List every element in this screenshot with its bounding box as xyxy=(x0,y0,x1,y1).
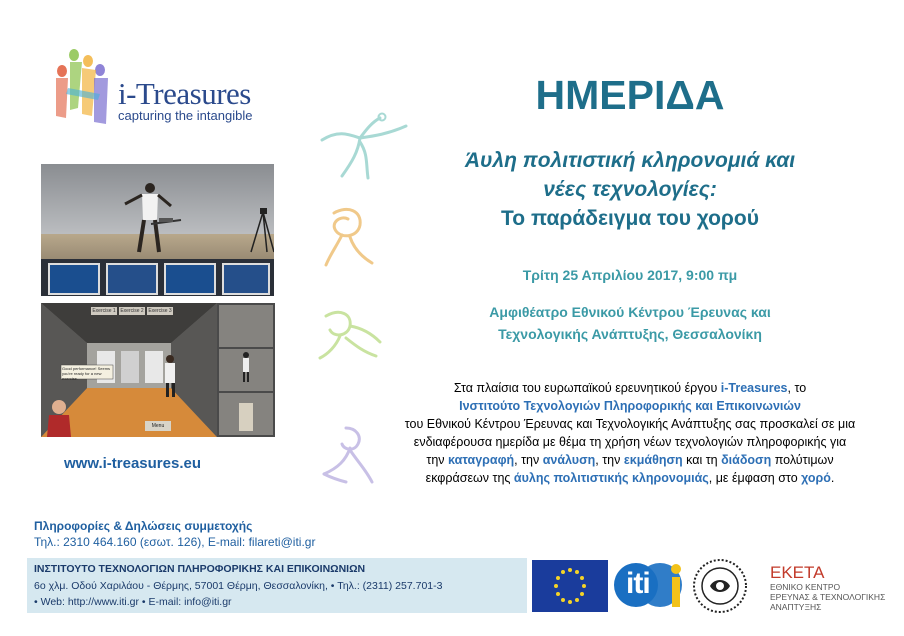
desc-text-1: Στα πλαίσια του ευρωπαϊκού ερευνητικού έργου xyxy=(453,381,721,395)
desc-text-5: , την xyxy=(595,453,624,467)
institute-box-web[interactable]: • Web: http://www.iti.gr • E-mail: info@iti.gr xyxy=(34,596,232,608)
subtitle-line-3: Το παράδειγμα του χορού xyxy=(501,207,759,230)
iti-logo-text: iti xyxy=(626,567,650,600)
venue-line-1: Αμφιθέατρο Εθνικού Κέντρου Έρευνας και xyxy=(489,304,771,320)
game-tab-1[interactable]: Exercise 1 xyxy=(92,308,116,314)
seal-emblem-icon xyxy=(690,558,750,614)
i-treasures-logo xyxy=(48,48,118,126)
logo-tagline: capturing the intangible xyxy=(118,108,253,123)
event-date: Τρίτη 25 Απριλίου 2017, 9:00 πμ xyxy=(522,267,738,283)
motion-capture-photo xyxy=(41,164,274,296)
eketa-line-2: ΕΡΕΥΝΑΣ & ΤΕΧΝΟΛΟΓΙΚΗΣ xyxy=(770,592,886,602)
desc-text-3: του Εθνικού Κέντρου Έρευνας και Τεχνολογικής Ανάπτυξης σας προσκαλεί σε μια ενδιαφέρουσα ημερίδα με θέμα τη χρήση νέων τεχνολογιών πληροφορικής για την xyxy=(404,417,856,467)
iti-logo xyxy=(614,559,684,611)
institute-box-name: ΙΝΣΤΙΤΟΥΤΟ ΤΕΧΝΟΛΟΓΙΩΝ ΠΛΗΡΟΦΟΡΙΚΗΣ ΚΑΙ ΕΠΙΚΟΙΝΩΝΙΩΝ xyxy=(34,563,366,575)
figures-logo-icon xyxy=(48,48,118,126)
eketa-logo-name: ΕΚΕΤΑ xyxy=(770,563,825,582)
event-description xyxy=(404,379,856,487)
event-title: ΗΜΕΡΙΔΑ xyxy=(535,72,725,118)
institute-box-address: 6ο χλμ. Οδού Χαριλάου - Θέρμης, 57001 Θέρμη, Θεσσαλονίκη, • Τηλ.: (2311) 257.701-3 xyxy=(34,580,443,592)
game-tab-3[interactable]: Exercise 3 xyxy=(148,308,172,314)
dancer-sketch-2-icon xyxy=(322,205,376,267)
game-screenshot xyxy=(41,303,275,437)
desc-text-4: , την xyxy=(514,453,543,467)
game-dialog: Good performance! Seems you're ready for a new exercise. xyxy=(62,366,111,381)
desc-text-8: , με έμφαση στο xyxy=(708,471,802,485)
keyword-analysis: ανάλυση xyxy=(542,453,596,467)
contact-title: Πληροφορίες & Δηλώσεις συμμετοχής xyxy=(34,519,253,533)
event-venue xyxy=(400,301,860,345)
dancer-sketch-3-icon xyxy=(316,306,386,362)
eketa-line-3: ΑΝΑΠΤΥΞΗΣ xyxy=(770,602,822,612)
studio-image xyxy=(41,164,274,296)
institute-name: Ινστιτούτο Τεχνολογιών Πληροφορικής και Επικοινωνιών xyxy=(459,399,801,413)
eketa-line-1: ΕΘΝΙΚΟ ΚΕΝΤΡΟ xyxy=(770,582,841,592)
event-subtitle xyxy=(400,146,860,233)
desc-text-9: . xyxy=(830,471,835,485)
dancer-sketch-4-icon xyxy=(316,424,376,486)
game-menu-button[interactable]: Menu xyxy=(145,421,171,431)
subtitle-line-2: νέες τεχνολογίες: xyxy=(543,178,717,201)
desc-text-6: και τη xyxy=(682,453,722,467)
project-name: i-Treasures xyxy=(720,381,788,395)
keyword-learning: εκμάθηση xyxy=(623,453,683,467)
venue-line-2: Τεχνολογικής Ανάπτυξης, Θεσσαλονίκη xyxy=(498,326,762,342)
eu-flag-icon xyxy=(532,560,608,612)
website-link[interactable]: www.i-treasures.eu xyxy=(64,455,201,472)
subtitle-line-1: Άυλη πολιτιστική κληρονομιά και xyxy=(464,149,796,172)
contact-line[interactable]: Τηλ.: 2310 464.160 (εσωτ. 126), E-mail: filareti@iti.gr xyxy=(34,535,316,549)
keyword-dance: χορό xyxy=(801,471,831,485)
keyword-recording: καταγραφή xyxy=(448,453,515,467)
keyword-dissemination: διάδοση xyxy=(721,453,772,467)
desc-text-7: πολύτιμων εκφράσεων της xyxy=(425,453,834,485)
logo-name: i-Treasures xyxy=(118,76,251,111)
game-tab-2[interactable]: Exercise 2 xyxy=(120,308,144,314)
keyword-heritage: άυλης πολιτιστικής κληρονομιάς xyxy=(513,471,709,485)
desc-text-2: , το xyxy=(787,381,807,395)
eketa-logo-fullname xyxy=(770,582,890,612)
